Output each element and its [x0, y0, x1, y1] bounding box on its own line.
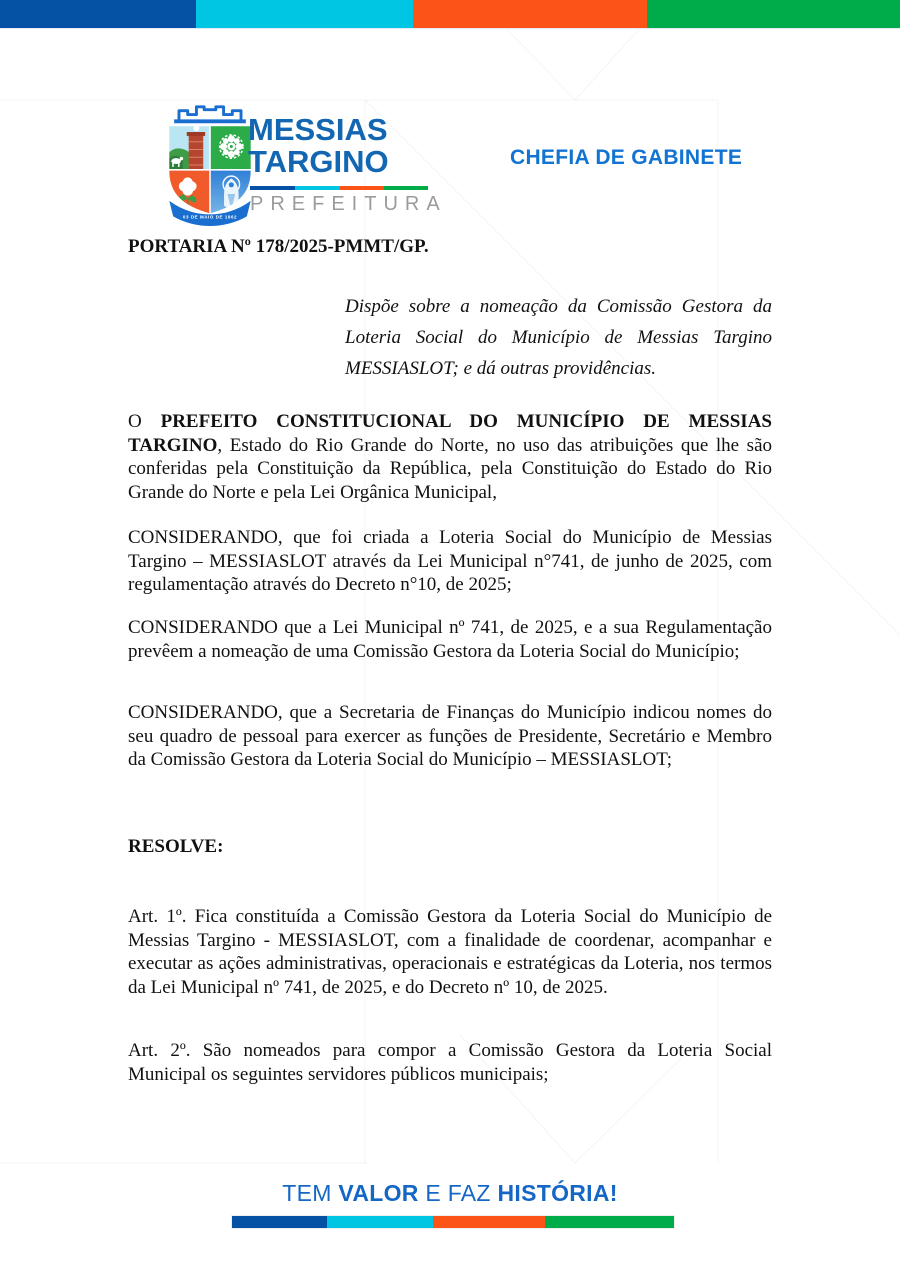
bar-segment-orange	[413, 0, 647, 28]
footer-slogan	[0, 1181, 900, 1205]
bar-segment-blue	[232, 1216, 327, 1228]
coat-of-arms	[158, 101, 262, 227]
bar-segment-blue	[0, 0, 196, 28]
bar-segment-green	[545, 1216, 674, 1228]
epigraph: Dispõe sobre a nomeação da Comissão Gestora da Loteria Social do Município de Messias Targino MESSIASLOT; e dá outras providências.	[345, 296, 772, 379]
consideration-paragraph: CONSIDERANDO que a Lei Municipal nº 741, de 2025, e a sua Regulamentação prevêem a nomeação de uma Comissão Gestora da Loteria Social do Município;	[128, 617, 772, 662]
article-paragraph: Art. 1º. Fica constituída a Comissão Gestora da Loteria Social do Município de Messias Targino - MESSIASLOT, com a finalidade de coordenar, acompanhar e executar as ações administrativas, operacionais e estratégicas da Loteria, nos termos da Lei Municipal nº 741, de 2025, e do Decreto nº 10, de 2025.	[128, 906, 772, 999]
bar-segment-orange	[433, 1216, 545, 1228]
bar-segment-cyan	[196, 0, 413, 28]
logo-name-line1: MESSIAS	[248, 112, 388, 147]
top-brand-bar	[0, 0, 900, 29]
slogan-part: TEM	[282, 1180, 339, 1206]
bar-segment-green	[647, 0, 900, 28]
preamble-rest: , Estado do Rio Grande do Norte, no uso das atribuições que lhe são conferidas pela Constituição da República, pela Constituição do Estado do Rio Grande do Norte e pela Lei Orgânica Municipal,	[128, 434, 772, 504]
crown-icon	[174, 107, 246, 122]
department-title: CHEFIA DE GABINETE	[510, 146, 743, 169]
preamble-paragraph	[128, 410, 772, 505]
preamble-bold: PREFEITO CONSTITUCIONAL DO MUNICÍPIO DE MESSIAS TARGINO	[128, 411, 772, 456]
logo-name-line2: TARGINO	[248, 144, 389, 179]
crest-ribbon-text: 03 DE MAIO DE 1962	[182, 214, 238, 220]
slogan-part: VALOR	[338, 1180, 419, 1206]
logo-subtitle: PREFEITURA	[250, 193, 447, 215]
consideration-paragraph: CONSIDERANDO, que foi criada a Loteria Social do Município de Messias Targino – MESSIASLOT através da Lei Municipal n°741, de junho de 2025, com regulamentação através do Decreto n°10, de 2025;	[128, 527, 772, 596]
footer-brand-bar	[232, 1216, 674, 1228]
document-title: PORTARIA Nº 178/2025-PMMT/GP.	[128, 236, 429, 257]
slogan-part: E FAZ	[418, 1180, 498, 1206]
preamble-lead: O	[128, 411, 161, 432]
slogan-part: HISTÓRIA!	[497, 1180, 618, 1206]
consideration-paragraph: CONSIDERANDO, que a Secretaria de Finanças do Município indicou nomes do seu quadro de pessoal para exercer as funções de Presidente, Secretário e Membro da Comissão Gestora da Loteria Social do Município – MESSIASLOT;	[128, 702, 772, 771]
article-paragraph: Art. 2º. São nomeados para compor a Comissão Gestora da Loteria Social Municipal os seguintes servidores públicos municipais;	[128, 1040, 772, 1085]
bar-segment-cyan	[327, 1216, 433, 1228]
resolve-heading: RESOLVE:	[128, 836, 224, 857]
